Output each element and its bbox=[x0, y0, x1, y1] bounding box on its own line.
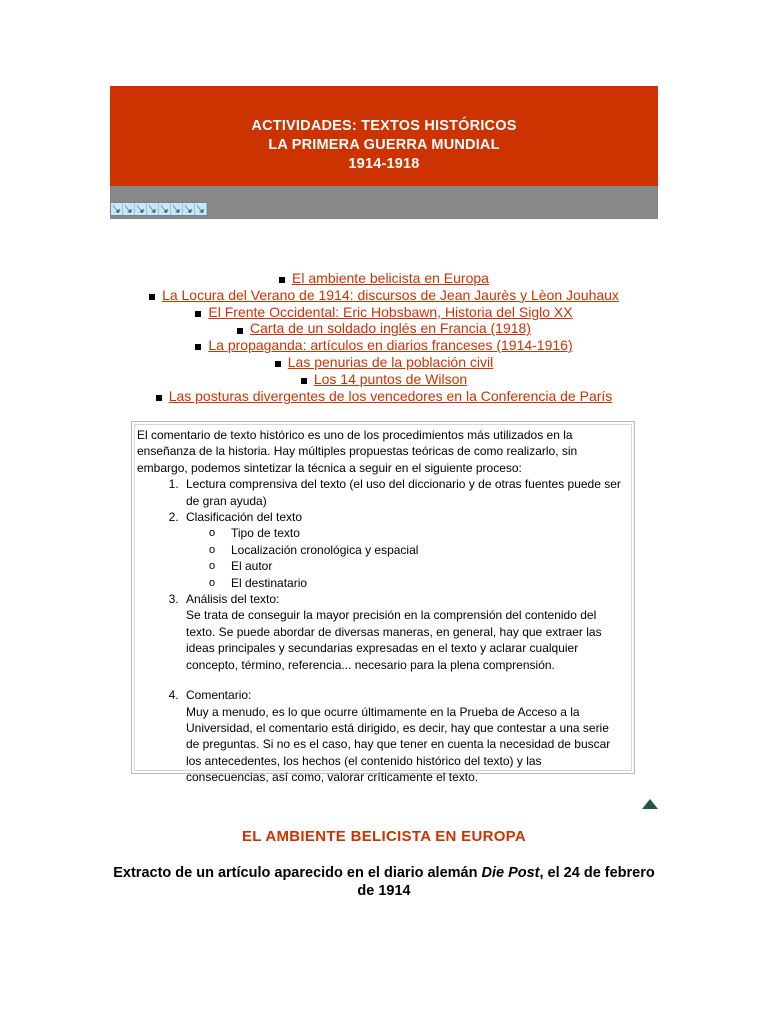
arrow-right-icon[interactable] bbox=[135, 203, 147, 215]
toc-item bbox=[0, 270, 768, 287]
square-bullet-icon bbox=[156, 395, 162, 401]
classification-item: o El destinatario bbox=[209, 575, 625, 591]
classification-list bbox=[186, 525, 625, 591]
toc-link-locura-verano[interactable]: La Locura del Verano de 1914: discursos de Jean Jaurès y Lèon Jouhaux bbox=[162, 286, 619, 303]
toc-link-ambiente-belicista[interactable]: El ambiente belicista en Europa bbox=[292, 270, 489, 286]
arrow-right-icon[interactable] bbox=[159, 203, 171, 215]
toc-link-frente-occidental[interactable]: El Frente Occidental: Eric Hobsbawn, Historia del Siglo XX bbox=[208, 303, 573, 320]
toc-item bbox=[0, 371, 768, 388]
banner-title-line-1: ACTIVIDADES: TEXTOS HISTÓRICOS bbox=[251, 118, 517, 134]
method-intro: El comentario de texto histórico es uno de los procedimientos más utilizados en la enseñanza de la historia. Hay múltiples propuestas teóricas de como realizarlo, sin embargo, podemos sintetizar la técnica a seguir en el siguiente proceso: bbox=[137, 428, 578, 475]
navigation-toolbar bbox=[110, 186, 658, 219]
arrow-right-icon[interactable] bbox=[171, 203, 183, 215]
section-subtitle bbox=[110, 864, 658, 900]
arrow-button-strip bbox=[110, 202, 208, 216]
toc-item bbox=[0, 354, 768, 371]
subtitle-date: , el 24 de febrero de 1914 bbox=[357, 865, 655, 899]
subtitle-text: Extracto de un artículo aparecido en el diario alemán bbox=[113, 865, 482, 881]
newspaper-name: Die Post bbox=[481, 865, 540, 881]
arrow-right-icon[interactable] bbox=[183, 203, 195, 215]
arrow-right-icon[interactable] bbox=[111, 203, 123, 215]
square-bullet-icon bbox=[195, 344, 201, 350]
toc-item bbox=[0, 287, 768, 304]
square-bullet-icon bbox=[301, 378, 307, 384]
toc-item bbox=[0, 320, 768, 337]
arrow-right-icon[interactable] bbox=[195, 203, 207, 215]
square-bullet-icon bbox=[195, 311, 201, 317]
arrow-right-icon[interactable] bbox=[123, 203, 135, 215]
step-4-text: Muy a menudo, es lo que ocurre últimamente en la Prueba de Acceso a la Universidad, el comentario está dirigido, es decir, hay que contestar a una serie de preguntas. Si no es el caso, hay que tener en cuenta la necesidad de buscar los antecedentes, los hechos (el contenido histórico del texto) y las consecuencias, así como, valorar críticamente el texto. bbox=[186, 704, 611, 785]
square-bullet-icon bbox=[237, 328, 243, 334]
toc-link-14-puntos[interactable]: Los 14 puntos de Wilson bbox=[313, 370, 468, 387]
page-banner bbox=[110, 86, 658, 186]
toc-link-conferencia-paris[interactable]: Las posturas divergentes de los vencedores en la Conferencia de París bbox=[168, 387, 613, 404]
toc-link-propaganda[interactable]: La propaganda: artículos en diarios franceses (1914-1916) bbox=[208, 337, 573, 354]
square-bullet-icon bbox=[279, 277, 285, 283]
toc-item bbox=[0, 337, 768, 354]
square-bullet-icon bbox=[275, 361, 281, 367]
classification-item: o Localización cronológica y espacial bbox=[209, 542, 625, 558]
toc-item bbox=[0, 388, 768, 405]
method-step bbox=[182, 509, 625, 591]
banner-title-line-3: 1914-1918 bbox=[348, 156, 420, 172]
step-2-text: Clasificación del texto bbox=[186, 510, 303, 525]
classification-item: o Tipo de texto bbox=[209, 525, 625, 541]
method-step bbox=[182, 591, 625, 673]
banner-title-line-2: LA PRIMERA GUERRA MUNDIAL bbox=[268, 137, 500, 153]
step-4-title: Comentario: bbox=[186, 688, 252, 703]
step-3-text: Se trata de conseguir la mayor precisión en la comprensión del contenido del texto. Se puede abordar de diversas maneras, en general, hay que extraer las ideas principales y secundarias expresadas en el texto y aclarar cualquier concepto, término, referencia... necesario para la plena comprensión. bbox=[186, 608, 602, 672]
method-step bbox=[182, 476, 625, 509]
step-1-text: Lectura comprensiva del texto (el uso del diccionario y de otras fuentes puede ser de gran ayuda) bbox=[186, 477, 621, 508]
toc-link-penurias[interactable]: Las penurias de la población civil bbox=[287, 353, 494, 370]
toc-link-carta-soldado[interactable]: Carta de un soldado inglés en Francia (1918) bbox=[250, 320, 531, 337]
step-3-title: Análisis del texto: bbox=[186, 592, 280, 607]
table-of-contents bbox=[0, 270, 768, 404]
method-steps bbox=[137, 476, 625, 785]
back-to-top-triangle-up-icon[interactable] bbox=[642, 796, 658, 806]
arrow-right-icon[interactable] bbox=[147, 203, 159, 215]
square-bullet-icon bbox=[149, 294, 155, 300]
method-step bbox=[182, 687, 625, 785]
method-box bbox=[131, 421, 635, 785]
toc-item bbox=[0, 304, 768, 321]
classification-item: o El autor bbox=[209, 558, 625, 574]
section-title: EL AMBIENTE BELICISTA EN EUROPA bbox=[241, 828, 527, 845]
